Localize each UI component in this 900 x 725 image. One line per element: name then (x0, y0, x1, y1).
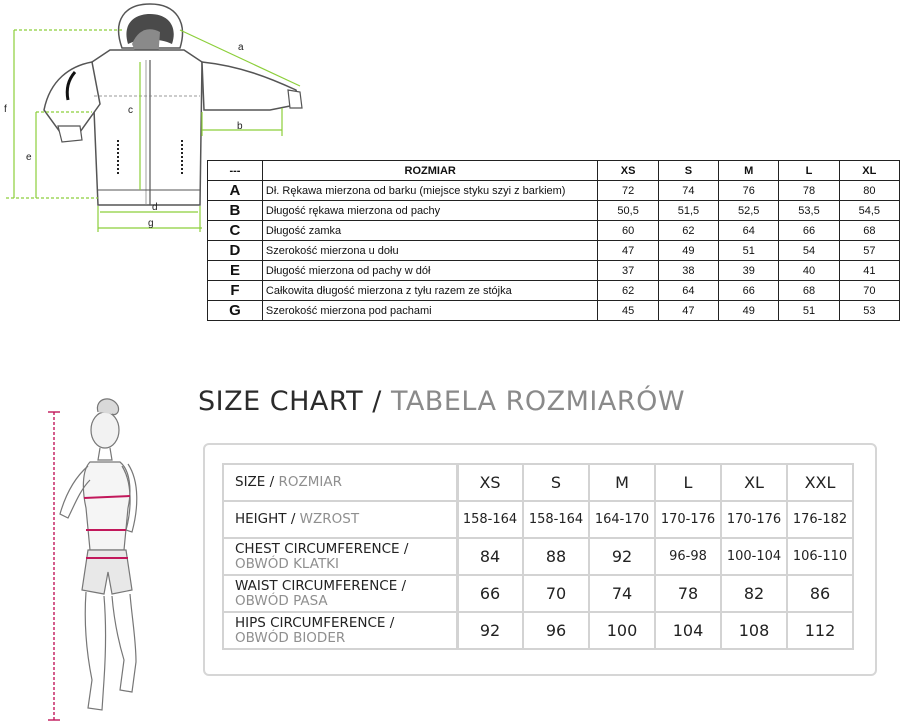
size-chart-row-label (223, 575, 458, 612)
size-value-cell: 100-104 (721, 538, 787, 575)
size-header-cell: S (523, 464, 589, 501)
measurement-value: 66 (719, 281, 779, 301)
header-size: XS (598, 161, 658, 181)
size-value-cell: 84 (457, 538, 523, 575)
measurement-value: 62 (598, 281, 658, 301)
measurement-value: 51 (719, 241, 779, 261)
size-value-cell: 74 (589, 575, 655, 612)
size-value-cell: 96-98 (655, 538, 721, 575)
measurement-value: 68 (839, 221, 899, 241)
measurement-value: 39 (719, 261, 779, 281)
size-value-cell: 158-164 (523, 501, 589, 538)
row-label-pl: OBWÓD PASA (235, 592, 328, 609)
row-label-en: WAIST CIRCUMFERENCE / (235, 577, 407, 594)
size-header-cell: L (655, 464, 721, 501)
table-row (457, 612, 853, 649)
measurement-value: 51,5 (658, 201, 718, 221)
measurement-value: 66 (779, 221, 839, 241)
measurement-value: 68 (779, 281, 839, 301)
measurement-value: 78 (779, 181, 839, 201)
measurement-description: Długość rękawa mierzona od pachy (262, 201, 598, 221)
measurement-value: 62 (658, 221, 718, 241)
size-value-cell: 66 (457, 575, 523, 612)
size-value-cell: 104 (655, 612, 721, 649)
label-e: e (26, 152, 32, 163)
table-row (208, 181, 900, 201)
measurement-value: 80 (839, 181, 899, 201)
measurement-value: 41 (839, 261, 899, 281)
label-a: a (238, 42, 244, 53)
woman-figure-illustration (20, 390, 180, 725)
measurement-value: 60 (598, 221, 658, 241)
jacket-left-sleeve (44, 62, 100, 132)
table-row (208, 201, 900, 221)
size-value-cell: 106-110 (787, 538, 853, 575)
size-chart-row-labels (222, 463, 459, 650)
size-header-cell: M (589, 464, 655, 501)
measurement-value: 51 (779, 301, 839, 321)
size-value-cell: 82 (721, 575, 787, 612)
table-row (208, 281, 900, 301)
size-value-cell: 170-176 (655, 501, 721, 538)
size-value-cell: 100 (589, 612, 655, 649)
jacket-body (92, 50, 202, 205)
measurement-code: E (208, 261, 263, 281)
row-label-en: HIPS CIRCUMFERENCE / (235, 614, 395, 631)
measurement-value: 64 (658, 281, 718, 301)
measurement-description: Szerokość mierzona u dołu (262, 241, 598, 261)
size-header-cell: XXL (787, 464, 853, 501)
row-label-en: CHEST CIRCUMFERENCE / (235, 540, 409, 557)
measurement-code: B (208, 201, 263, 221)
size-value-cell: 108 (721, 612, 787, 649)
size-value-cell: 88 (523, 538, 589, 575)
measurement-code: A (208, 181, 263, 201)
header-code: --- (208, 161, 263, 181)
header-size: L (779, 161, 839, 181)
table-row (223, 501, 458, 538)
size-value-cell: 112 (787, 612, 853, 649)
measurement-code: F (208, 281, 263, 301)
table-row (223, 612, 458, 649)
size-value-cell: 92 (457, 612, 523, 649)
header-size: S (658, 161, 718, 181)
label-g: g (148, 218, 154, 229)
size-value-cell: 170-176 (721, 501, 787, 538)
title-sub: TABELA ROZMIARÓW (390, 386, 686, 417)
size-chart-row-label (223, 464, 458, 501)
size-value-cell: 92 (589, 538, 655, 575)
measurement-value: 49 (658, 241, 718, 261)
measurement-value: 74 (658, 181, 718, 201)
label-b: b (237, 121, 243, 132)
size-value-cell: 164-170 (589, 501, 655, 538)
measurement-value: 50,5 (598, 201, 658, 221)
measurement-value: 45 (598, 301, 658, 321)
row-label-pl: OBWÓD BIODER (235, 629, 346, 646)
table-row (208, 261, 900, 281)
size-value-cell: 86 (787, 575, 853, 612)
measurement-value: 53,5 (779, 201, 839, 221)
size-value-cell: 78 (655, 575, 721, 612)
measurement-description: Szerokość mierzona pod pachami (262, 301, 598, 321)
measurement-value: 40 (779, 261, 839, 281)
size-chart-values (456, 463, 854, 650)
size-value-cell: 70 (523, 575, 589, 612)
size-chart-row-label (223, 501, 458, 538)
size-chart-panel (203, 443, 877, 676)
measurement-description: Długość mierzona od pachy w dół (262, 261, 598, 281)
measurement-value: 49 (719, 301, 779, 321)
measurement-value: 52,5 (719, 201, 779, 221)
table-row (457, 538, 853, 575)
row-label-pl: WZROST (299, 511, 360, 527)
measurement-value: 38 (658, 261, 718, 281)
size-header-cell: XS (457, 464, 523, 501)
measurement-value: 54 (779, 241, 839, 261)
header-desc: ROZMIAR (262, 161, 598, 181)
table-row (457, 575, 853, 612)
table-row (223, 575, 458, 612)
table-header-row (208, 161, 900, 181)
size-value-cell: 176-182 (787, 501, 853, 538)
size-value-cell: 96 (523, 612, 589, 649)
jacket-right-sleeve (202, 62, 300, 110)
table-row (208, 241, 900, 261)
table-row (457, 464, 853, 501)
title-main: SIZE CHART / (198, 386, 382, 417)
label-f: f (4, 104, 7, 115)
size-value-cell: 158-164 (457, 501, 523, 538)
measurement-value: 64 (719, 221, 779, 241)
header-size: M (719, 161, 779, 181)
table-row (223, 538, 458, 575)
measurement-code: D (208, 241, 263, 261)
row-label-en: HEIGHT / (235, 511, 296, 527)
measurement-value: 72 (598, 181, 658, 201)
measurement-code: C (208, 221, 263, 241)
measurement-value: 37 (598, 261, 658, 281)
measurement-value: 76 (719, 181, 779, 201)
measurement-value: 70 (839, 281, 899, 301)
row-label-pl: ROZMIAR (278, 474, 342, 490)
table-row (223, 464, 458, 501)
size-chart-row-label (223, 538, 458, 575)
size-chart-title (198, 386, 685, 417)
row-label-en: SIZE / (235, 474, 275, 490)
table-row (208, 301, 900, 321)
measurement-description: Długość zamka (262, 221, 598, 241)
size-chart-row-label (223, 612, 458, 649)
table-row (457, 501, 853, 538)
measurement-value: 47 (658, 301, 718, 321)
table-row (208, 221, 900, 241)
size-header-cell: XL (721, 464, 787, 501)
label-d: d (152, 202, 158, 213)
label-c: c (128, 105, 133, 116)
measurement-description: Dł. Rękawa mierzona od barku (miejsce styku szyi z barkiem) (262, 181, 598, 201)
measurement-description: Całkowita długość mierzona z tyłu razem ze stójka (262, 281, 598, 301)
measurement-value: 54,5 (839, 201, 899, 221)
measurement-code: G (208, 301, 263, 321)
header-size: XL (839, 161, 899, 181)
jacket-measurement-table (207, 160, 900, 321)
measurement-value: 57 (839, 241, 899, 261)
measurement-value: 53 (839, 301, 899, 321)
row-label-pl: OBWÓD KLATKI (235, 555, 340, 572)
measurement-value: 47 (598, 241, 658, 261)
